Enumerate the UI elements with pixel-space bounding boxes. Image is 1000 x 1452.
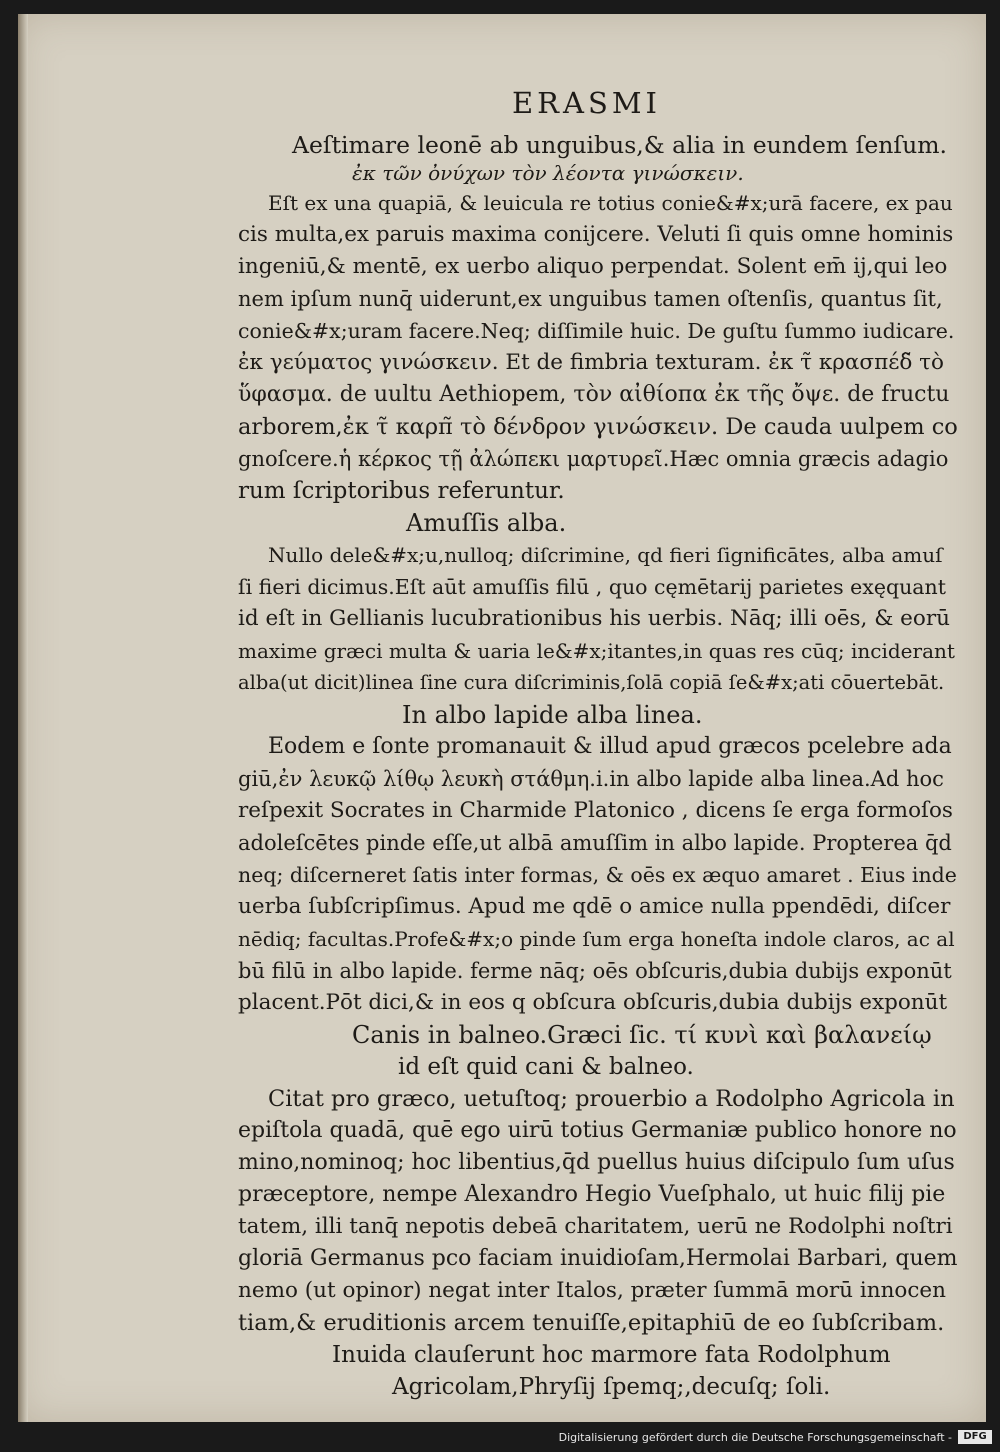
body-line: id eſt quid cani & balneo.	[398, 1054, 694, 1080]
body-line: Citat pro græco, uetuſtoq; prouerbio a Rodolpho Agricola in	[268, 1086, 955, 1112]
body-line: Eodem e ſonte promanauit & illud apud græcos pcelebre ada	[268, 734, 952, 759]
section-title-amussis: Amuſſis alba.	[406, 509, 567, 537]
body-line: epiſtola quadā, quē ego uirū totius Germaniæ publico honore no	[238, 1118, 957, 1143]
body-line: gnoſcere.ἡ κέρκος τῇ ἀλώπεκι μαρτυρεῖ.Hæc omnia græcis adagio	[238, 447, 949, 471]
body-line: maxime græci multa & uaria le&#x;itantes,in quas res cūq; inciderant	[238, 639, 955, 663]
body-line: nemo (ut opinor) negat inter Italos, præter ſummā morū innocen	[238, 1278, 946, 1303]
body-line: ingeniū,& mentē, ex uerbo aliquo perpendat. Solent em̄ ij,qui leo	[238, 254, 948, 279]
verse-line: Agricolam,Phryſij ſpemq;,decuſq; ſoli.	[392, 1374, 831, 1400]
body-line: tiam,& eruditionis arcem tenuiſſe,epitaphiū de eo ſubſcribam.	[238, 1310, 945, 1336]
funding-notice: Digitalisierung gefördert durch die Deutsche Forschungsgemeinschaft -	[558, 1431, 952, 1444]
section-title-canis: Canis in balneo.Græci ſic. τί κυνὶ καὶ βαλανείῳ	[352, 1021, 932, 1049]
dfg-logo: DFG	[958, 1430, 992, 1444]
body-line: giū,ἐν λευκῷ λίθῳ λευκὴ στάθμη.i.in albo lapide alba linea.Ad hoc	[238, 767, 944, 791]
body-line: reſpexit Socrates in Charmide Platonico , dicens ſe erga formoſos	[238, 798, 953, 823]
body-line: nēdiq; facultas.Profe&#x;o pinde ſum erga honeſta indole claros, ac al	[238, 927, 955, 951]
running-head: ERASMI	[512, 86, 661, 120]
body-line: tatem, illi tanq̄ nepotis debeā charitatem, uerū ne Rodolphi noſtri	[238, 1214, 953, 1239]
body-line: conie&#x;uram facere.Neq; diſſimile huic. De guſtu ſummo iudicare.	[238, 319, 955, 343]
body-line: cis multa,ex paruis maxima conijcere. Veluti ſi quis omne hominis	[238, 222, 954, 247]
footer-bar	[0, 1422, 1000, 1452]
body-line: ἐκ γεύματος γινώσκειν. Et de fimbria texturam. ἐκ τ̃ κρασπέδ̃ τὸ	[238, 350, 944, 375]
body-line: placent.Pōt dici,& in eos q obſcura obſcuris,dubia dubijs exponūt	[238, 990, 948, 1015]
body-line: arborem,ἐκ τ̃ καρπ̃ τὸ δένδρον γινώσκειν. De cauda uulpem co	[238, 414, 958, 440]
verse-line: Inuida clauſerunt hoc marmore fata Rodolphum	[332, 1342, 891, 1368]
body-line: mino,nominoq; hoc libentius,q̄d puellus huius diſcipulo ſum uſus	[238, 1150, 955, 1175]
body-line: alba(ut dicit)linea ſine cura diſcriminis,ſolā copiā ſe&#x;ati cōuertebāt.	[238, 671, 945, 694]
greek-line: ἐκ τῶν ὀνύχων τὸν λέοντα γινώσκειν.	[352, 161, 744, 185]
body-line: neq; diſcerneret ſatis inter formas, & oēs ex æquo amaret . Eius inde	[238, 863, 957, 887]
body-line: nem ipſum nunq̄ uiderunt,ex unguibus tamen oſtenſis, quantus ſit,	[238, 287, 943, 311]
body-line: præceptore, nempe Alexandro Hegio Vueſphalo, ut huic filij pie	[238, 1182, 946, 1207]
body-line: ὕφασμα. de uultu Aethiopem, τὸν αἰθίοπα ἐκ τῆς ὄψε. de fructu	[238, 382, 950, 407]
body-line: adoleſcētes pinde eſſe,ut albā amuſſim in albo lapide. Propterea q̄d	[238, 831, 952, 855]
body-line: uerba ſubſcripſimus. Apud me qdē o amice nulla ppendēdi, diſcer	[238, 894, 951, 919]
section-title-albo-lapide: In albo lapide alba linea.	[402, 701, 703, 729]
body-line: ſi fieri dicimus.Eſt aūt amuſſis filū , quo cęmētarij parietes exęquant	[238, 575, 946, 599]
body-line: rum ſcriptoribus referuntur.	[238, 478, 565, 504]
body-line: id eſt in Gellianis lucubrationibus his uerbis. Nāq; illi oēs, & eorū	[238, 606, 950, 631]
body-line: Nullo dele&#x;u,nulloq; diſcrimine, qd fieri ſignificātes, alba amuſ	[268, 543, 943, 567]
body-line: bū filū in albo lapide. ferme nāq; oēs obſcuris,dubia dubijs exponūt	[238, 959, 952, 983]
body-line: gloriā Germanus pco faciam inuidioſam,Hermolai Barbari, quem	[238, 1246, 958, 1271]
section-title-aestimare: Aeſtimare leonē ab unguibus,& alia in eundem ſenſum.	[292, 131, 947, 159]
body-line: Eſt ex una quapiā, & leuicula re totius conie&#x;urā facere, ex pau	[268, 191, 953, 215]
